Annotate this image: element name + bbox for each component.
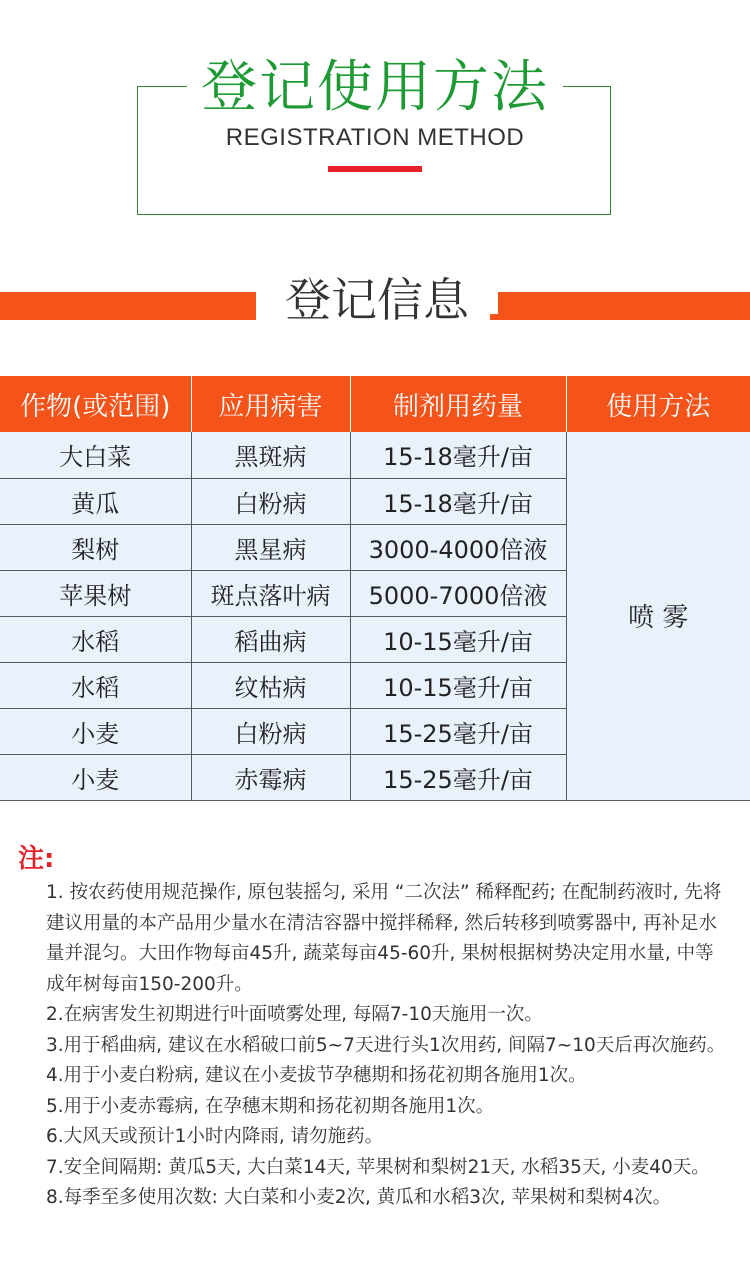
column-header-method: 使用方法 xyxy=(566,376,750,432)
cell-crop: 黄瓜 xyxy=(0,478,191,524)
cell-method: 喷 雾 xyxy=(566,432,750,800)
note-item: 4.用于小麦白粉病, 建议在小麦拔节孕穗期和扬花初期各施用1次。 xyxy=(46,1065,587,1086)
table-header-row xyxy=(0,376,750,432)
cell-dosage: 10-15毫升/亩 xyxy=(350,662,566,708)
section-title: 登记信息 xyxy=(285,273,469,327)
cell-disease: 赤霉病 xyxy=(191,754,350,800)
cell-crop: 水稻 xyxy=(0,662,191,708)
section-banner-left xyxy=(0,292,256,320)
notes-title: 注: xyxy=(18,844,55,874)
note-item: 2.在病害发生初期进行叶面喷雾处理, 每隔7-10天施用一次。 xyxy=(46,1004,543,1025)
column-header-dosage: 制剂用药量 xyxy=(350,376,566,432)
column-header-crop: 作物(或范围) xyxy=(0,376,191,432)
cell-disease: 斑点落叶病 xyxy=(191,570,350,616)
cell-crop: 苹果树 xyxy=(0,570,191,616)
cell-disease: 稻曲病 xyxy=(191,616,350,662)
cell-dosage: 15-18毫升/亩 xyxy=(350,432,566,478)
registration-table xyxy=(0,376,750,801)
cell-disease: 黑斑病 xyxy=(191,432,350,478)
cell-dosage: 15-25毫升/亩 xyxy=(350,708,566,754)
note-item: 6.大风天或预计1小时内降雨, 请勿施药。 xyxy=(46,1126,384,1147)
banner-tick-left xyxy=(248,314,256,320)
header-title-wrap xyxy=(0,52,750,124)
note-item: 7.安全间隔期: 黄瓜5天, 大白菜14天, 苹果树和梨树21天, 水稻35天, 小麦40天。 xyxy=(46,1156,710,1178)
cell-dosage: 15-18毫升/亩 xyxy=(350,478,566,524)
section-banner-right xyxy=(498,292,750,320)
page-subtitle: REGISTRATION METHOD xyxy=(225,124,525,151)
cell-crop: 水稻 xyxy=(0,616,191,662)
cell-crop: 大白菜 xyxy=(0,432,191,478)
note-item: 5.用于小麦赤霉病, 在孕穗末期和扬花初期各施用1次。 xyxy=(46,1095,495,1117)
table-row xyxy=(0,432,750,478)
cell-disease: 白粉病 xyxy=(191,478,350,524)
cell-crop: 小麦 xyxy=(0,754,191,800)
title-underline xyxy=(328,166,422,172)
cell-crop: 梨树 xyxy=(0,524,191,570)
cell-crop: 小麦 xyxy=(0,708,191,754)
cell-dosage: 5000-7000倍液 xyxy=(350,570,566,616)
column-header-disease: 应用病害 xyxy=(191,376,350,432)
cell-disease: 白粉病 xyxy=(191,708,350,754)
cell-dosage: 3000-4000倍液 xyxy=(350,524,566,570)
note-item: 3.用于稻曲病, 建议在水稻破口前5~7天进行头1次用药, 间隔7~10天后再次施药。 xyxy=(46,1034,726,1056)
cell-dosage: 15-25毫升/亩 xyxy=(350,754,566,800)
cell-disease: 黑星病 xyxy=(191,524,350,570)
notes-list xyxy=(46,878,726,1214)
note-item: 8.每季至多使用次数: 大白菜和小麦2次, 黄瓜和水稻3次, 苹果树和梨树4次。 xyxy=(46,1187,672,1208)
cell-dosage: 10-15毫升/亩 xyxy=(350,616,566,662)
note-item: 1. 按农药使用规范操作, 原包装摇匀, 采用 “二次法” 稀释配药; 在配制药液时, 先将建议用量的本产品用少量水在清洁容器中搅拌稀释, 然后转移到喷雾器中, 再补足水量并混匀。大田作物每亩45升, 蔬菜每亩45-60升, 果树根据树势决定用水量, 中等成年树每亩150-200升。 xyxy=(46,882,722,995)
cell-disease: 纹枯病 xyxy=(191,662,350,708)
page-title: 登记使用方法 xyxy=(187,52,563,124)
